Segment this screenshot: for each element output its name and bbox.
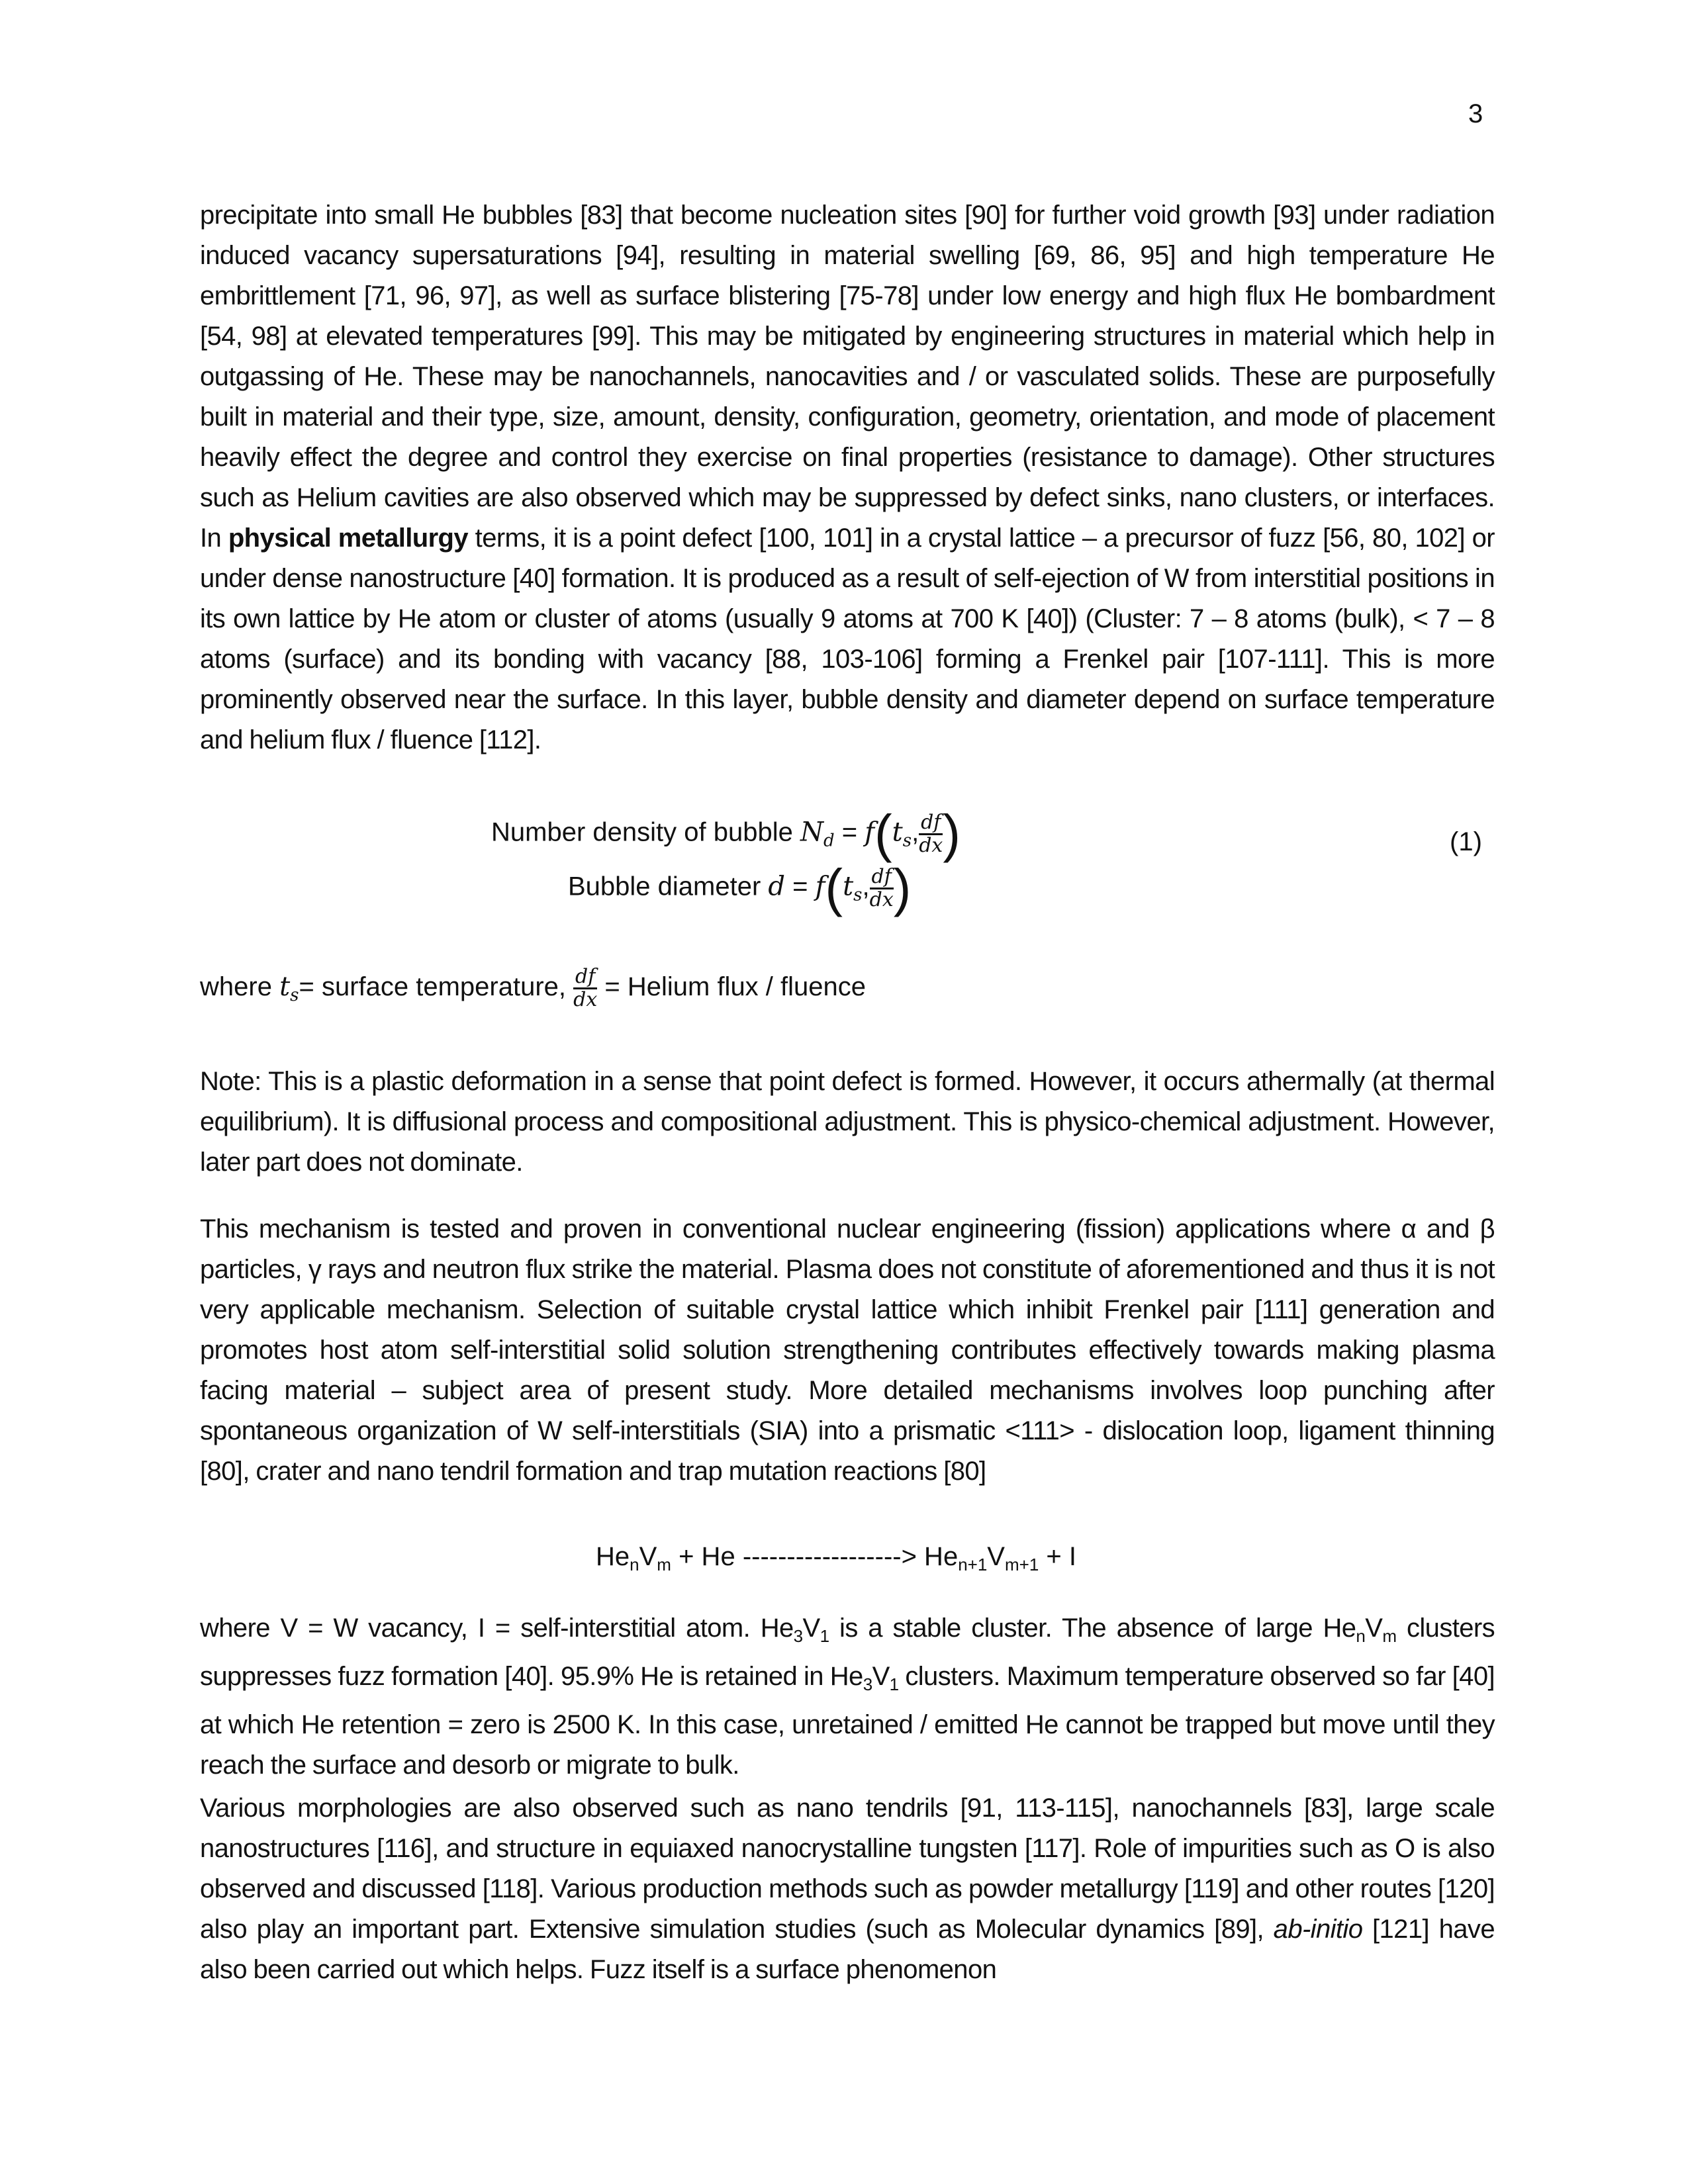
equation-line-diameter (568, 858, 912, 917)
numerator: df (573, 966, 597, 989)
product: + I (1039, 1542, 1076, 1571)
subscript: m+1 (1004, 1555, 1039, 1574)
arrow-icon: ------------------> (742, 1542, 917, 1571)
math-sub: s (290, 985, 299, 1006)
paragraph-text (200, 1608, 1495, 1786)
math-sub: s (902, 831, 912, 851)
numerator: df (870, 866, 894, 889)
text-run: = Helium flux / fluence (597, 972, 867, 1002)
comma: , (862, 872, 870, 901)
fraction (870, 866, 894, 911)
math-var: N (800, 817, 823, 848)
subscript: n (1356, 1626, 1366, 1646)
text-run: is a stable cluster. The absence of large He (829, 1614, 1356, 1643)
species: V (639, 1542, 657, 1571)
comma: , (912, 817, 919, 847)
text-run: clusters suppresses fuzz formation [40]. 95.9% He is retained in He (200, 1614, 1495, 1691)
paragraph-note (200, 1062, 1495, 1183)
subscript: 1 (889, 1674, 899, 1694)
subscript: n+1 (958, 1555, 988, 1574)
subscript: 3 (793, 1626, 803, 1646)
reaction-equation (596, 1542, 1076, 1575)
subscript: m (657, 1555, 671, 1574)
equals-sign: = (785, 872, 816, 901)
denominator: dx (869, 887, 894, 911)
subscript: n (630, 1555, 639, 1574)
text-run: V (872, 1662, 890, 1691)
text-run: terms, it is a point defect [100, 101] in a crystal lattice – a precursor of fuzz [56, 80, 102] or under dense nanostructure [40] formation. It is produced as a result of self-ejection of W from interstitial positions in its own lattice by He atom or cluster of atoms (usually 9 atoms at 700 K [40]) (Cluster: 7 – 8 atoms (bulk), < 7 – 8 atoms (surface) and its bonding with vacancy [88, 103-106] forming a Frenkel pair [107-111]. This is more prominently observed near the surface. In this layer, bubble density and diameter depend on surface temperature and helium flux / fluence [112]. (200, 523, 1495, 754)
math-func: f (815, 871, 825, 902)
text-run: [121] have also been carried out which helps. Fuzz itself is a surface phenomenon (200, 1915, 1495, 1984)
denominator: dx (573, 988, 598, 1011)
text-run: V (802, 1614, 820, 1643)
math-sub: s (853, 885, 863, 905)
math-var: t (843, 871, 854, 902)
page-number: 3 (1468, 99, 1483, 128)
where-definition-line (200, 966, 866, 1011)
species: He (596, 1542, 630, 1571)
paragraph-text (200, 195, 1495, 760)
paragraph-text (200, 1788, 1495, 1990)
reactant: + He (671, 1542, 743, 1571)
paragraph-he-bubbles (200, 195, 1495, 760)
equation-label: Bubble diameter (568, 872, 769, 901)
species: V (987, 1542, 1005, 1571)
numerator: df (919, 812, 943, 835)
math-sub: d (823, 831, 835, 851)
text-run: V (1365, 1614, 1383, 1643)
right-paren: ) (893, 858, 912, 917)
math-var: t (892, 817, 903, 848)
math-var: d (768, 871, 786, 902)
text-run: where (200, 972, 280, 1002)
subscript: m (1382, 1626, 1397, 1646)
text-run: clusters. Maximum temperature observed so far [40] at which He retention = zero is 2500 K. In this case, unretained / emitted He cannot be trapped but move until they reach the surface and desorb or migrate to bulk. (200, 1662, 1495, 1780)
paragraph-text: This mechanism is tested and proven in conventional nuclear engineering (fission) applications where α and β particles, γ rays and neutron flux strike the material. Plasma does not constitute of aforementioned and thus it is not very applicable mechanism. Selection of suitable crystal lattice which inhibit Frenkel pair [111] generation and promotes host atom self-interstitial solid solution strengthening contributes effectively towards making plasma facing material – subject area of present study. More detailed mechanisms involves loop punching after spontaneous organization of W self-interstitials (SIA) into a prismatic <111> - dislocation loop, ligament thinning [80], crater and nano tendril formation and trap mutation reactions [80] (200, 1214, 1495, 1486)
left-paren: ( (874, 804, 892, 863)
paragraph-morphologies (200, 1788, 1495, 1990)
fraction (919, 812, 943, 856)
subscript: 1 (820, 1626, 829, 1646)
italic-term: ab-initio (1273, 1915, 1363, 1944)
equation-label: Number density of bubble (491, 817, 800, 847)
fraction (573, 966, 597, 1011)
bold-term: physical metallurgy (228, 523, 469, 553)
text-run: Various morphologies are also observed such as nano tendrils [91, 113-115], nanochannels [83], large scale nanostructures [116], and structure in equiaxed nanocrystalline tungsten [117]. Role of impurities such as O is also observed and discussed [118]. Various production methods such as powder metallurgy [119] and other routes [120] also play an important part. Extensive simulation studies (such as Molecular dynamics [89], (200, 1794, 1495, 1944)
math-func: f (865, 817, 874, 848)
right-paren: ) (943, 804, 961, 863)
equation-line-number-density (491, 804, 961, 863)
equation-1 (0, 804, 1688, 940)
species: He (916, 1542, 959, 1571)
text-run: where V = W vacancy, I = self-interstitial atom. He (200, 1614, 794, 1643)
denominator: dx (919, 833, 943, 857)
note-text: Note: This is a plastic deformation in a sense that point defect is formed. However, it occurs athermally (at thermal equilibrium). It is diffusional process and compositional adjustment. This is physico-chemical adjustment. However, later part does not dominate. (200, 1067, 1495, 1177)
subscript: 3 (863, 1674, 872, 1694)
paragraph-vacancy-definition (200, 1608, 1495, 1786)
paragraph-mechanism (200, 1209, 1495, 1492)
left-paren: ( (825, 858, 843, 917)
equation-number: (1) (1450, 827, 1482, 856)
math-var: t (279, 972, 291, 1003)
text-run: precipitate into small He bubbles [83] that become nucleation sites [90] for further void growth [93] under radiation induced vacancy supersaturations [94], resulting in material swelling [69, 86, 95] and high temperature He embrittlement [71, 96, 97], as well as surface blistering [75-78] under low energy and high flux He bombardment [54, 98] at elevated temperatures [99]. This may be mitigated by engineering structures in material which help in outgassing of He. These may be nanochannels, nanocavities and / or vasculated solids. These are purposefully built in material and their type, size, amount, density, configuration, geometry, orientation, and mode of placement heavily effect the degree and control they exercise on final properties (resistance to damage). Other structures such as Helium cavities are also observed which may be suppressed by defect sinks, nano clusters, or interfaces. In (200, 201, 1495, 553)
equals-sign: = (834, 817, 865, 847)
text-run: = surface temperature, (299, 972, 574, 1002)
